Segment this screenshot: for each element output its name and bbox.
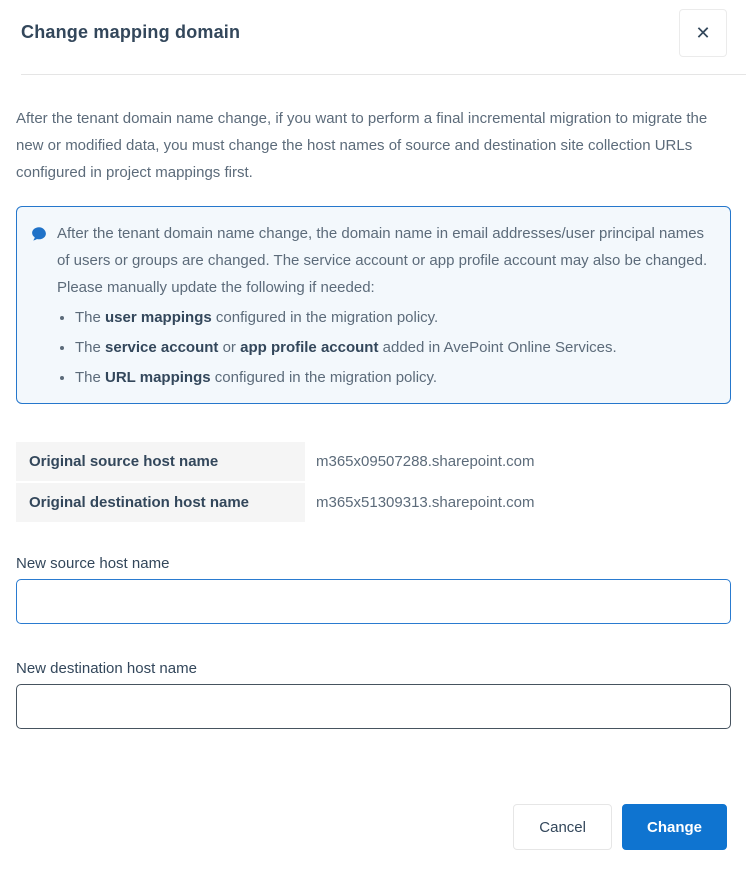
bullet-bold-segment: user mappings — [105, 309, 212, 326]
original-host-rows — [16, 442, 731, 522]
notice-bullet-url-mappings — [75, 367, 710, 389]
change-button[interactable]: Change — [622, 804, 727, 850]
notice-content — [57, 220, 710, 391]
bullet-bold-segment: URL mappings — [105, 369, 211, 386]
bullet-text-segment: configured in the migration policy. — [210, 369, 438, 386]
original-destination-label: Original destination host name — [16, 483, 305, 522]
original-source-label: Original source host name — [16, 442, 305, 481]
new-destination-host-group — [16, 660, 731, 729]
original-source-row — [16, 442, 731, 481]
notice-bullet-user-mappings — [75, 307, 710, 329]
bullet-text-segment: added in AvePoint Online Services. — [378, 339, 617, 356]
original-destination-value: m365x51309313.sharepoint.com — [316, 494, 535, 511]
notice-box — [16, 206, 731, 404]
cancel-button[interactable]: Cancel — [513, 804, 612, 850]
bullet-text-segment: The — [75, 309, 106, 326]
original-source-value: m365x09507288.sharepoint.com — [316, 453, 535, 470]
close-icon: ✕ — [695, 23, 711, 43]
new-destination-host-input[interactable] — [16, 684, 731, 729]
header-divider — [21, 74, 746, 75]
new-destination-host-label: New destination host name — [16, 660, 197, 677]
dialog-header — [0, 0, 746, 75]
bullet-bold-segment: app profile account — [240, 339, 379, 356]
dialog-body — [0, 105, 746, 729]
bullet-text-segment: configured in the migration policy. — [211, 309, 439, 326]
close-button[interactable] — [679, 9, 727, 57]
new-source-host-group — [16, 555, 731, 624]
dialog-footer — [513, 804, 727, 850]
bullet-text-segment: The — [75, 369, 106, 386]
bullet-text-segment: The — [75, 339, 106, 356]
notice-text: After the tenant domain name change, the domain name in email addresses/user principal names of users or groups are changed. The service account or app profile account may also be changed. Please manually update the following if needed: — [57, 225, 708, 296]
comment-icon — [31, 226, 47, 391]
new-source-host-label: New source host name — [16, 555, 170, 572]
notice-bullet-list — [75, 307, 710, 389]
bullet-text-segment: or — [218, 339, 241, 356]
dialog-title: Change mapping domain — [21, 22, 241, 42]
intro-paragraph: After the tenant domain name change, if you want to perform a final incremental migration to migrate the new or modified data, you must change the host names of source and destination site collection URLs configured in project mappings first. — [16, 110, 708, 181]
new-source-host-input[interactable] — [16, 579, 731, 624]
notice-bullet-service-account — [75, 337, 710, 359]
bullet-bold-segment: service account — [105, 339, 219, 356]
original-destination-row — [16, 483, 731, 522]
